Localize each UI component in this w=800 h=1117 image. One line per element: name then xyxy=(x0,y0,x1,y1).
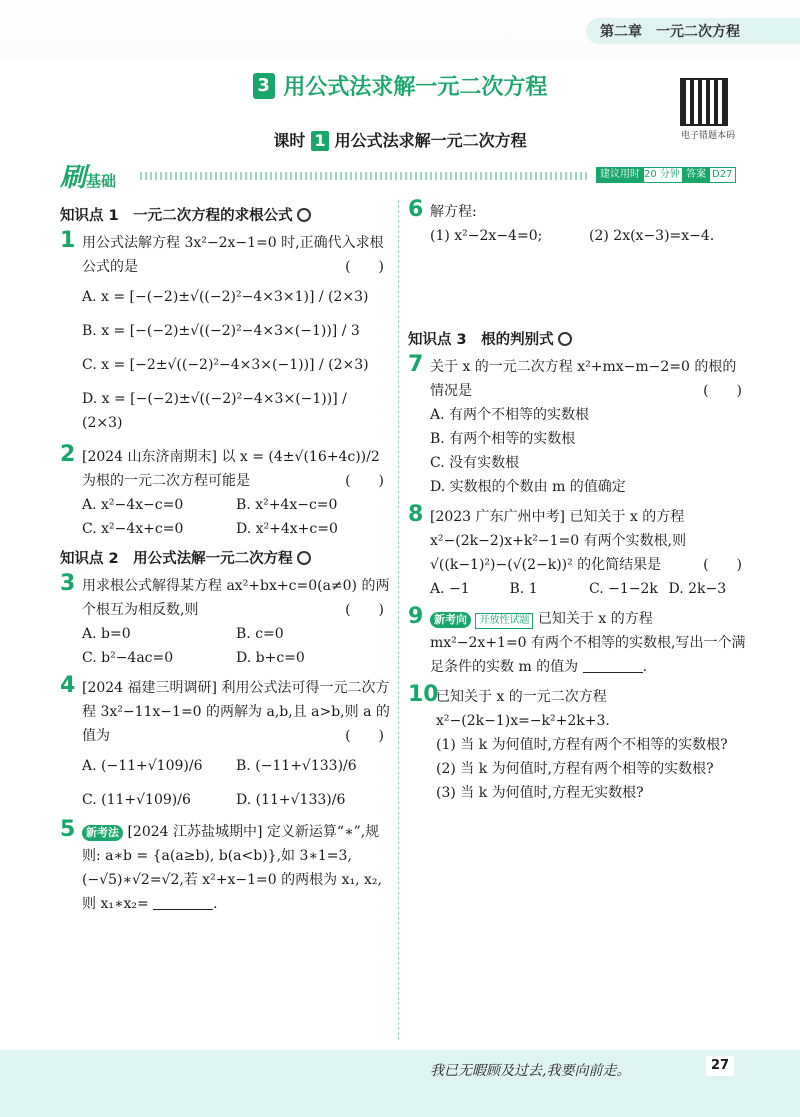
question-7 xyxy=(408,352,748,499)
answer-blank[interactable] xyxy=(153,896,213,910)
option-c: C. 没有实数根 xyxy=(430,455,520,471)
answer-paren: ( ) xyxy=(345,259,384,275)
question-text: 已知关于 x 的一元二次方程 x²−(2k−1)x=−k²+2k+3. xyxy=(436,689,610,729)
question-number: 7 xyxy=(408,352,424,377)
option-d: D. x = [−(−2)±√((−2)²−4×3×(−1))] / (2×3) xyxy=(82,391,347,431)
question-10 xyxy=(408,682,748,805)
question-text: 用求根公式解得某方程 ax²+bx+c=0(a≠0) 的两个根互为相反数,则 xyxy=(82,578,390,618)
lesson-prefix: 课时 xyxy=(273,131,306,150)
question-3 xyxy=(60,571,390,670)
option-b: B. x = [−(−2)±√((−2)²−4×3×(−1))] / 3 xyxy=(82,323,360,339)
sub-question-3: (3) 当 k 为何值时,方程无实数根? xyxy=(436,785,644,801)
question-text: 已知关于 x 的方程 mx²−2x+1=0 有两个不相等的实数根,写出一个满足条件的实数 m 的值为 xyxy=(430,611,746,675)
option-d: D. b+c=0 xyxy=(236,650,305,666)
right-column xyxy=(408,197,748,811)
section-number: 3 xyxy=(253,73,275,99)
basic-label xyxy=(60,157,116,194)
option-d: D. 实数根的个数由 m 的值确定 xyxy=(430,479,626,495)
answer-paren: ( ) xyxy=(703,557,742,573)
option-b: B. 1 xyxy=(509,581,538,597)
question-text: 用公式法解方程 3x²−2x−1=0 时,正确代入求根公式的是 xyxy=(82,235,384,275)
question-number: 5 xyxy=(60,817,76,842)
answer-paren: ( ) xyxy=(345,602,384,618)
kp3-text: 知识点 3 根的判别式 xyxy=(408,332,554,348)
sub-question-2: (2) 当 k 为何值时,方程有两个相等的实数根? xyxy=(436,761,714,777)
option-b: B. (−11+√133)/6 xyxy=(236,758,357,774)
knowledge-point-3 xyxy=(408,328,748,349)
work-space xyxy=(408,254,748,324)
new-method-badge: 新考法 xyxy=(82,825,123,841)
basic-small: 基础 xyxy=(86,172,117,190)
dotted-divider xyxy=(140,172,590,180)
option-c: C. x = [−2±√((−2)²−4×3×(−1))] / (2×3) xyxy=(82,357,369,373)
rec-time-value: 20 分钟 xyxy=(640,167,684,183)
option-a: A. −1 xyxy=(430,581,470,597)
answer-paren: ( ) xyxy=(345,728,384,744)
question-text: [2024 福建三明调研] 利用公式法可得一元二次方程 3x²−11x−1=0 的两解为 a,b,且 a>b,则 a 的值为 xyxy=(82,680,390,744)
question-8 xyxy=(408,502,748,601)
qr-label: 电子错题本码 xyxy=(680,131,735,141)
question-number: 8 xyxy=(408,502,424,527)
question-text: [2024 山东济南期末] 以 x = (4±√(16+4c))/2 为根的一元二次方程可能是 xyxy=(82,449,380,489)
kp2-text: 知识点 2 用公式法解一元二次方程 xyxy=(60,551,293,567)
footer-motto: 我已无暇顾及过去,我要向前走。 xyxy=(430,1063,631,1079)
option-a: A. b=0 xyxy=(82,626,131,642)
lesson-title xyxy=(0,128,800,151)
option-a: A. (−11+√109)/6 xyxy=(82,758,203,774)
lesson-number: 1 xyxy=(311,131,329,151)
answer-blank[interactable] xyxy=(583,659,643,673)
target-icon xyxy=(558,332,572,346)
question-2 xyxy=(60,442,390,541)
question-6 xyxy=(408,197,748,248)
target-icon xyxy=(297,208,311,222)
footer-strip xyxy=(0,1050,800,1117)
question-number: 6 xyxy=(408,197,424,222)
option-c: C. x²−4x+c=0 xyxy=(82,521,184,537)
column-divider xyxy=(398,200,399,1040)
kp1-text: 知识点 1 一元二次方程的求根公式 xyxy=(60,208,293,224)
sub-question-1: (1) x²−2x−4=0; xyxy=(430,228,543,244)
open-question-badge: 开放性试题 xyxy=(475,613,533,629)
question-4 xyxy=(60,673,390,812)
question-number: 1 xyxy=(60,228,76,253)
option-a: A. 有两个不相等的实数根 xyxy=(430,407,590,423)
page-number: 27 xyxy=(706,1056,734,1076)
question-number: 3 xyxy=(60,571,76,596)
option-d: D. x²+4x+c=0 xyxy=(236,521,338,537)
option-d: D. (11+√133)/6 xyxy=(236,792,346,808)
answer-page: D27 xyxy=(708,167,736,183)
section-title-text: 用公式法求解一元二次方程 xyxy=(283,75,548,100)
question-9: 9 新考向 开放性试题 已知关于 x 的方程 mx²−2x+1=0 有两个不相等的实数根,写出一个满足条件的实数 m 的值为 . xyxy=(408,604,746,675)
option-a: A. x²−4x−c=0 xyxy=(82,497,184,513)
new-direction-badge: 新考向 xyxy=(430,612,471,628)
lesson-text: 用公式法求解一元二次方程 xyxy=(334,131,527,150)
question-number: 4 xyxy=(60,673,76,698)
basic-big: 刷 xyxy=(60,163,87,193)
question-number: 9 xyxy=(408,604,424,629)
question-text: 关于 x 的一元二次方程 x²+mx−m−2=0 的根的情况是 xyxy=(430,359,737,399)
qr-code-icon[interactable] xyxy=(680,78,728,126)
left-column xyxy=(60,200,390,922)
question-5: 5 新考法 [2024 江苏盐城期中] 定义新运算“∗”,规则: a∗b = {a(a≥b), b(a<b)},如 3∗1=3, (−√5)∗√2=√2,若 x²+x−1=0 的两根为 x₁, x₂,则 x₁∗x₂= . xyxy=(60,817,382,912)
knowledge-point-2 xyxy=(60,547,390,568)
question-text: 解方程: xyxy=(430,204,477,220)
option-d: D. 2k−3 xyxy=(668,581,727,597)
knowledge-point-1 xyxy=(60,204,390,225)
question-text: [2024 江苏盐城期中] 定义新运算“∗”,规则: a∗b = {a(a≥b), b(a<b)},如 3∗1=3, (−√5)∗√2=√2,若 x²+x−1=0 的两根为 x₁, x₂,则 x₁∗x₂= xyxy=(82,824,382,912)
option-c: C. −1−2k xyxy=(589,581,658,597)
option-a: A. x = [−(−2)±√((−2)²−4×3×1)] / (2×3) xyxy=(82,289,369,305)
option-b: B. 有两个相等的实数根 xyxy=(430,431,576,447)
rec-time-label: 建议用时 xyxy=(596,167,644,183)
question-number: 2 xyxy=(60,442,76,467)
target-icon xyxy=(297,551,311,565)
chapter-tab: 第二章 一元二次方程 xyxy=(586,18,800,44)
sub-question-2: (2) 2x(x−3)=x−4. xyxy=(589,228,715,244)
option-c: C. (11+√109)/6 xyxy=(82,792,191,808)
question-1 xyxy=(60,228,390,435)
answer-paren: ( ) xyxy=(345,473,384,489)
option-c: C. b²−4ac=0 xyxy=(82,650,174,666)
sub-question-1: (1) 当 k 为何值时,方程有两个不相等的实数根? xyxy=(436,737,728,753)
question-number: 10 xyxy=(408,682,439,707)
option-b: B. c=0 xyxy=(236,626,284,642)
answer-label: 答案 xyxy=(682,167,710,183)
option-b: B. x²+4x−c=0 xyxy=(236,497,338,513)
question-text: [2023 广东广州中考] 已知关于 x 的方程 x²−(2k−2)x+k²−1=0 有两个实数根,则 √((k−1)²)−(√(2−k))² 的化简结果是 xyxy=(430,509,687,573)
answer-paren: ( ) xyxy=(703,383,742,399)
